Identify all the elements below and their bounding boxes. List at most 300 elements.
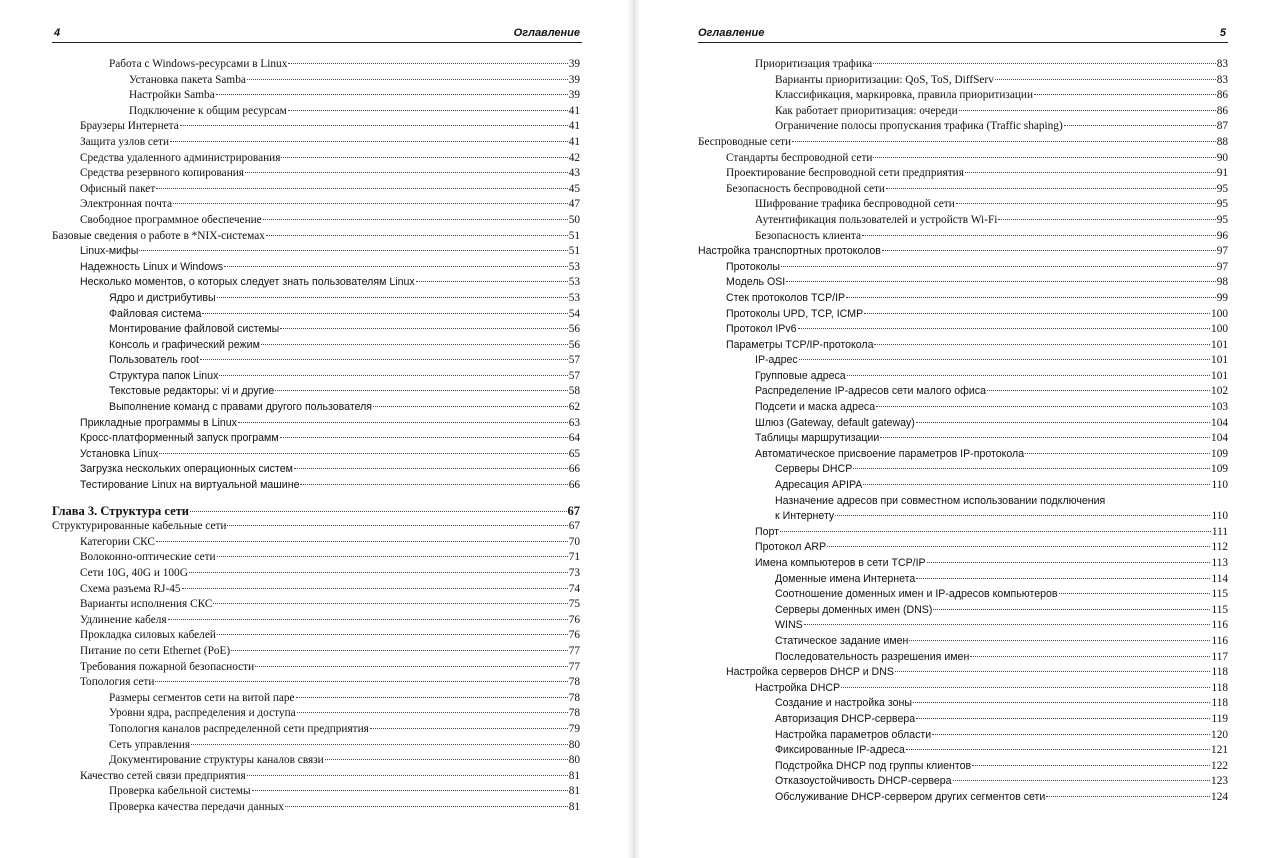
toc-entry-title: Подсети и маска адреса xyxy=(755,401,876,414)
dot-leader xyxy=(280,328,567,329)
toc-page-number: 57 xyxy=(568,354,580,367)
toc-page-number: 90 xyxy=(1216,151,1228,164)
toc-entry xyxy=(52,119,580,135)
toc-entry xyxy=(698,743,1228,759)
toc-entry xyxy=(52,213,580,229)
toc-entry xyxy=(52,675,580,691)
toc-entry-title: Протоколы xyxy=(726,260,780,273)
dot-leader xyxy=(970,656,1210,657)
dot-leader xyxy=(913,702,1210,703)
dot-leader xyxy=(1064,125,1216,126)
toc-entry-title: Имена компьютеров в сети TCP/IP xyxy=(755,557,926,569)
toc-entry xyxy=(698,603,1228,619)
toc-entry xyxy=(698,634,1228,650)
toc-entry-title: Требования пожарной безопасности xyxy=(80,660,255,673)
dot-leader xyxy=(863,484,1210,485)
toc-entry xyxy=(698,681,1228,697)
toc-page-number: 102 xyxy=(1211,385,1228,398)
dot-leader xyxy=(998,219,1215,220)
toc-entry-title: Тестирование Linux на виртуальной машине xyxy=(80,479,300,492)
toc-entry xyxy=(52,597,580,613)
dot-leader xyxy=(219,375,567,376)
dot-leader xyxy=(835,515,1210,516)
toc-entry-title: Структурированные кабельные сети xyxy=(52,520,227,533)
toc-page-number: 109 xyxy=(1211,463,1228,476)
toc-page-number: 123 xyxy=(1211,775,1228,788)
toc-page-number: 83 xyxy=(1216,58,1228,70)
toc-entry-title: Модель OSI xyxy=(726,276,786,289)
toc-page-number: 78 xyxy=(568,691,580,704)
toc-entry xyxy=(52,88,580,104)
toc-page-number: 115 xyxy=(1211,588,1228,601)
toc-entry xyxy=(698,431,1228,447)
toc-entry xyxy=(52,447,580,463)
dot-leader xyxy=(266,235,568,236)
toc-entry xyxy=(52,400,580,416)
toc-page-number: 57 xyxy=(568,369,580,382)
dot-leader xyxy=(853,468,1210,469)
dot-leader xyxy=(252,790,568,791)
toc-entry xyxy=(698,712,1228,728)
toc-entry xyxy=(52,478,580,494)
dot-leader xyxy=(916,578,1210,579)
dot-leader xyxy=(1046,796,1210,797)
dot-leader xyxy=(799,359,1210,360)
toc-entry-title: Доменные имена Интернета xyxy=(775,572,916,585)
toc-entry xyxy=(698,135,1228,151)
toc-entry-title: Отказоустойчивость DHCP-сервера xyxy=(775,775,952,788)
toc-page-number: 110 xyxy=(1211,479,1228,492)
toc-entry-title: Файловая система xyxy=(109,307,202,320)
toc-page-number: 62 xyxy=(568,401,580,414)
toc-entry-title: Безопасность беспроводной сети xyxy=(726,182,885,195)
toc-page-number: 81 xyxy=(568,785,580,798)
toc-page-number: 104 xyxy=(1211,432,1228,445)
toc-entry xyxy=(52,706,580,722)
dot-leader xyxy=(231,650,568,651)
dot-leader xyxy=(200,359,568,360)
toc-entry xyxy=(698,384,1228,400)
toc-page-number: 73 xyxy=(568,567,580,579)
toc-page-number: 114 xyxy=(1211,572,1228,585)
toc-entry-title: Классификация, маркировка, правила приоритизации xyxy=(775,89,1034,102)
toc-entry xyxy=(52,73,580,89)
toc-entry xyxy=(698,182,1228,198)
toc-entry xyxy=(698,540,1228,556)
dot-leader xyxy=(189,572,568,573)
toc-entry xyxy=(698,353,1228,369)
toc-entry xyxy=(698,275,1228,291)
toc-entry-title: Порт xyxy=(755,525,780,538)
toc-page-number: 113 xyxy=(1211,557,1228,569)
chapter-heading xyxy=(52,504,580,520)
toc-page-number: 64 xyxy=(568,432,580,445)
dot-leader xyxy=(139,250,567,251)
toc-entry-title: Авторизация DHCP-сервера xyxy=(775,712,916,725)
toc-entry-title: Настройка транспортных протоколов xyxy=(698,245,881,258)
toc-entry xyxy=(52,722,580,738)
toc-entry-title: Проектирование беспроводной сети предприятия xyxy=(726,167,964,180)
toc-entry-title: Установка Linux xyxy=(80,447,159,460)
toc-entry-title: Загрузка нескольких операционных систем xyxy=(80,463,293,476)
toc-entry xyxy=(698,307,1228,323)
dot-leader xyxy=(876,406,1210,407)
dot-leader xyxy=(216,94,568,95)
dot-leader xyxy=(1034,94,1216,95)
toc-entry-title: Выполнение команд с правами другого пользователя xyxy=(109,401,373,414)
toc-entry xyxy=(698,322,1228,338)
dot-leader xyxy=(780,531,1211,532)
dot-leader xyxy=(261,344,568,345)
toc-entry-title: Настройка серверов DHCP и DNS xyxy=(726,666,894,679)
toc-entry-title: Шифрование трафика беспроводной сети xyxy=(755,198,955,211)
toc-entry xyxy=(698,229,1228,245)
toc-entry-title: Консоль и графический режим xyxy=(109,338,260,351)
dot-leader xyxy=(373,406,568,407)
toc-entry-title: Надежность Linux и Windows xyxy=(80,260,224,273)
dot-leader xyxy=(873,63,1216,64)
running-title: Оглавление xyxy=(698,27,765,39)
toc-page-number: 83 xyxy=(1216,73,1228,86)
toc-entry xyxy=(698,587,1228,603)
dot-leader xyxy=(217,556,568,557)
dot-leader xyxy=(238,422,568,423)
toc-entry-title: Удлинение кабеля xyxy=(80,613,167,626)
toc-page-number: 111 xyxy=(1211,525,1228,538)
page-header xyxy=(52,27,582,43)
toc-entry-title: Качество сетей связи предприятия xyxy=(80,769,246,782)
toc-entry xyxy=(52,244,580,260)
toc-entry-title: Настройки Samba xyxy=(129,89,215,102)
toc-entry-title: Ограничение полосы пропускания трафика (Traffic shaping) xyxy=(775,120,1063,133)
toc-entry-title: Стек протоколов TCP/IP xyxy=(726,291,846,304)
toc-page-number: 118 xyxy=(1211,681,1228,694)
toc-entry-title: Средства резервного копирования xyxy=(80,167,244,180)
toc-page-number: 66 xyxy=(568,479,580,492)
toc-entry xyxy=(52,197,580,213)
toc-entry-title: Кросс-платформенный запуск программ xyxy=(80,432,279,445)
toc-entry-title: IP-адрес xyxy=(755,354,798,367)
toc-entry-title: Обслуживание DHCP-сервером других сегментов сети xyxy=(775,790,1046,803)
toc-entry xyxy=(698,728,1228,744)
toc-entry-title: Статическое задание имен xyxy=(775,634,909,647)
dot-leader xyxy=(995,79,1216,80)
toc-entry-title: Адресация APIPA xyxy=(775,479,863,492)
toc-page-number: 86 xyxy=(1216,104,1228,117)
toc-page-number: 76 xyxy=(568,613,580,626)
toc-page-number: 88 xyxy=(1216,135,1228,148)
toc-page-number: 41 xyxy=(568,135,580,148)
toc-entry xyxy=(52,800,580,816)
dot-leader xyxy=(953,780,1211,781)
dot-leader xyxy=(906,749,1210,750)
toc-page-number: 124 xyxy=(1211,790,1228,803)
toc-entry-title: Подключение к общим ресурсам xyxy=(129,104,287,117)
dot-leader xyxy=(987,390,1210,391)
toc-entry xyxy=(698,369,1228,385)
toc-page-number: 97 xyxy=(1216,245,1228,258)
toc-entry-title: Пользователь root xyxy=(109,354,199,367)
dot-leader xyxy=(792,141,1216,142)
toc-page-number: 117 xyxy=(1211,650,1228,663)
toc-entry xyxy=(52,582,580,598)
toc-page-number: 91 xyxy=(1216,167,1228,180)
toc-page-number: 95 xyxy=(1216,198,1228,211)
toc-entry xyxy=(698,57,1228,73)
toc-entry xyxy=(52,660,580,676)
toc-entry xyxy=(52,753,580,769)
dot-leader xyxy=(847,375,1210,376)
dot-leader xyxy=(416,281,568,282)
toc-entry-title: Протокол IPv6 xyxy=(726,323,797,336)
dot-leader xyxy=(170,141,568,142)
toc-entry xyxy=(52,431,580,447)
toc-entry-title: Шлюз (Gateway, default gateway) xyxy=(755,416,915,429)
toc-entry xyxy=(698,494,1228,510)
toc-entry-title: Питание по сети Ethernet (PoE) xyxy=(80,644,231,657)
toc-entry-title: Последовательность разрешения имен xyxy=(775,650,970,663)
toc-page-number: 109 xyxy=(1211,447,1228,460)
toc-entry xyxy=(52,462,580,478)
toc-page-number: 47 xyxy=(568,198,580,211)
toc-entry-title: Как работает приоритизация: очереди xyxy=(775,104,958,117)
dot-leader xyxy=(370,728,568,729)
dot-leader xyxy=(933,609,1210,610)
toc-entry xyxy=(698,790,1228,806)
toc-entry-title: Текстовые редакторы: vi и другие xyxy=(109,385,275,398)
toc-entry xyxy=(698,88,1228,104)
toc-entry xyxy=(698,665,1228,681)
toc-page-number: 116 xyxy=(1211,634,1228,647)
toc-page-number: 97 xyxy=(1216,260,1228,273)
dot-leader xyxy=(285,806,568,807)
toc-page-number: 122 xyxy=(1211,759,1228,772)
dot-leader xyxy=(155,681,567,682)
toc-entry xyxy=(52,291,580,307)
toc-entry-title: Сеть управления xyxy=(109,738,191,751)
toc-page-number: 78 xyxy=(568,707,580,720)
toc-entry-title: Автоматическое присвоение параметров IP-протокола xyxy=(755,447,1025,460)
toc-page-number: 118 xyxy=(1211,666,1228,679)
dot-leader xyxy=(297,712,568,713)
toc-page-number: 41 xyxy=(568,104,580,117)
toc-entry xyxy=(52,353,580,369)
toc-entry-title: Глава 3. Структура сети xyxy=(52,503,189,518)
toc-page-number: 95 xyxy=(1216,213,1228,226)
toc-page-number: 120 xyxy=(1211,728,1228,741)
dot-leader xyxy=(864,313,1210,314)
toc-entry xyxy=(52,322,580,338)
toc-page-number: 41 xyxy=(568,120,580,133)
dot-leader xyxy=(846,297,1216,298)
table-of-contents xyxy=(52,57,580,816)
toc-page-number: 116 xyxy=(1211,619,1228,632)
dot-leader xyxy=(281,157,567,158)
toc-entry xyxy=(698,572,1228,588)
toc-entry xyxy=(52,229,580,245)
toc-page-number: 50 xyxy=(568,213,580,226)
dot-leader xyxy=(781,266,1216,267)
toc-entry-title: Размеры сегментов сети на витой паре xyxy=(109,691,295,704)
dot-leader xyxy=(956,203,1216,204)
toc-page-number: 65 xyxy=(568,447,580,460)
toc-entry-title: Установка пакета Samba xyxy=(129,73,246,86)
toc-entry xyxy=(698,416,1228,432)
toc-entry xyxy=(52,135,580,151)
toc-entry-title: WINS xyxy=(775,619,803,632)
toc-entry-title: Варианты исполнения СКС xyxy=(80,598,213,611)
toc-page-number: 119 xyxy=(1211,712,1228,725)
toc-entry-title: Серверы DHCP xyxy=(775,463,853,476)
dot-leader xyxy=(296,697,568,698)
toc-page-number: 87 xyxy=(1216,120,1228,133)
dot-leader xyxy=(156,188,567,189)
toc-entry xyxy=(52,384,580,400)
toc-page-number: 81 xyxy=(568,800,580,813)
dot-leader xyxy=(932,734,1210,735)
toc-entry-title: Linux-мифы xyxy=(80,245,139,258)
toc-entry-title: Документирование структуры каналов связи xyxy=(109,754,324,767)
toc-entry xyxy=(698,509,1228,525)
toc-entry xyxy=(698,73,1228,89)
toc-page-number: 86 xyxy=(1216,89,1228,102)
dot-leader xyxy=(972,765,1210,766)
dot-leader xyxy=(180,125,568,126)
dot-leader xyxy=(294,468,568,469)
toc-page-number: 43 xyxy=(568,167,580,180)
toc-entry xyxy=(698,213,1228,229)
toc-entry-title: Работа с Windows-ресурсами в Linux xyxy=(109,58,288,70)
toc-page-number: 101 xyxy=(1211,354,1228,367)
book-gutter xyxy=(627,0,641,858)
toc-page-number: 42 xyxy=(568,151,580,164)
toc-page-number: 51 xyxy=(568,245,580,258)
dot-leader xyxy=(886,188,1216,189)
toc-entry-title: Уровни ядра, распределения и доступа xyxy=(109,707,296,720)
dot-leader xyxy=(168,619,568,620)
toc-entry-title: Варианты приоритизации: QoS, ToS, DiffServ xyxy=(775,73,994,86)
toc-entry xyxy=(52,628,580,644)
dot-leader xyxy=(325,759,568,760)
toc-page-number: 70 xyxy=(568,535,580,548)
dot-leader xyxy=(874,344,1210,345)
page-number: 4 xyxy=(54,27,61,39)
toc-entry xyxy=(52,182,580,198)
toc-entry-title: Протокол ARP xyxy=(755,541,827,554)
dot-leader xyxy=(255,666,568,667)
dot-leader xyxy=(927,562,1211,563)
toc-entry xyxy=(698,650,1228,666)
toc-entry-title: Топология каналов распределенной сети предприятия xyxy=(109,722,369,735)
toc-entry-title: Базовые сведения о работе в *NIX-системах xyxy=(52,229,265,242)
toc-page-number: 66 xyxy=(568,463,580,476)
dot-leader xyxy=(916,422,1210,423)
dot-leader xyxy=(827,546,1210,547)
toc-entry-title: Схема разъема RJ-45 xyxy=(80,582,181,595)
toc-page-number: 39 xyxy=(568,58,580,70)
toc-entry-title: Подстройка DHCP под группы клиентов xyxy=(775,759,972,772)
toc-entry-title: Прокладка силовых кабелей xyxy=(80,629,216,642)
toc-page-number: 118 xyxy=(1211,697,1228,710)
toc-entry-title: Настройка параметров области xyxy=(775,728,932,741)
toc-entry-title: Браузеры Интернета xyxy=(80,120,179,133)
toc-entry xyxy=(698,151,1228,167)
dot-leader xyxy=(786,281,1215,282)
toc-entry xyxy=(698,478,1228,494)
toc-entry xyxy=(52,275,580,291)
toc-entry xyxy=(698,166,1228,182)
toc-page-number: 51 xyxy=(568,229,580,242)
toc-entry xyxy=(698,119,1228,135)
toc-entry xyxy=(52,307,580,323)
toc-entry xyxy=(698,260,1228,276)
toc-entry-title: к Интернету xyxy=(775,510,835,523)
left-page xyxy=(0,0,627,858)
toc-entry xyxy=(698,696,1228,712)
dot-leader xyxy=(798,328,1211,329)
toc-entry-title: Категории СКС xyxy=(80,535,155,548)
toc-page-number: 80 xyxy=(568,754,580,767)
toc-entry xyxy=(52,550,580,566)
dot-leader xyxy=(280,437,568,438)
toc-entry-title: Волоконно-оптические сети xyxy=(80,551,216,564)
toc-entry xyxy=(52,769,580,785)
dot-leader xyxy=(965,172,1216,173)
dot-leader xyxy=(217,297,568,298)
toc-page-number: 53 xyxy=(568,260,580,273)
toc-page-number: 56 xyxy=(568,323,580,336)
toc-page-number: 121 xyxy=(1211,744,1228,757)
toc-entry-title: Стандарты беспроводной сети xyxy=(726,151,873,164)
toc-page-number: 99 xyxy=(1216,291,1228,304)
toc-page-number: 58 xyxy=(568,385,580,398)
toc-page-number: 75 xyxy=(568,598,580,611)
toc-page-number: 101 xyxy=(1211,338,1228,351)
toc-entry xyxy=(52,519,580,535)
toc-entry xyxy=(52,338,580,354)
dot-leader xyxy=(300,484,567,485)
toc-entry xyxy=(698,525,1228,541)
toc-entry-title: Фиксированные IP-адреса xyxy=(775,744,905,757)
dot-leader xyxy=(190,511,567,512)
toc-entry xyxy=(698,104,1228,120)
page-number: 5 xyxy=(1219,27,1226,39)
toc-page-number: 53 xyxy=(568,291,580,304)
dot-leader xyxy=(288,63,567,64)
toc-page-number: 56 xyxy=(568,338,580,351)
toc-entry-title: Офисный пакет xyxy=(80,182,156,195)
toc-entry-title: Беспроводные сети xyxy=(698,135,792,148)
toc-page-number: 100 xyxy=(1211,307,1228,320)
toc-entry-title: Таблицы маршрутизации xyxy=(755,432,880,445)
running-title: Оглавление xyxy=(513,27,580,39)
toc-entry-title: Ядро и дистрибутивы xyxy=(109,291,216,304)
toc-entry-title: Создание и настройка зоны xyxy=(775,697,912,710)
dot-leader xyxy=(247,775,568,776)
toc-page-number: 79 xyxy=(568,722,580,735)
dot-leader xyxy=(882,250,1216,251)
dot-leader xyxy=(247,79,568,80)
toc-entry xyxy=(698,759,1228,775)
dot-leader xyxy=(862,235,1216,236)
toc-entry xyxy=(52,535,580,551)
toc-entry-title: Протоколы UPD, TCP, ICMP xyxy=(726,307,864,320)
toc-entry xyxy=(52,566,580,582)
toc-page-number: 95 xyxy=(1216,182,1228,195)
toc-page-number: 67 xyxy=(568,520,580,533)
toc-entry xyxy=(52,104,580,120)
toc-entry xyxy=(52,166,580,182)
